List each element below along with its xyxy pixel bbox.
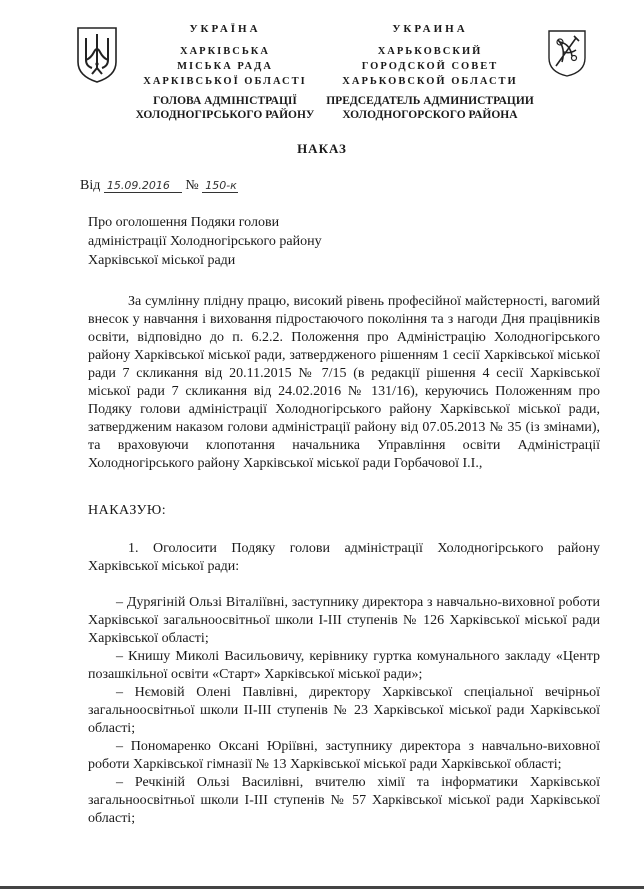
- ukraine-trident-emblem: [74, 24, 120, 84]
- right-issuer-title: ПРЕДСЕДАТЕЛЬ АДМИНИСТРАЦИИ ХОЛОДНОГОРСКОГО РАЙОНА: [326, 95, 534, 121]
- list-item: – Дурягіній Ользі Віталіївні, заступнику директора з навчально-виховної роботи Харківської загальноосвітньої школи І-ІІІ ступенів № 126 Харківської міської ради Харківської області;: [88, 595, 600, 646]
- right-council-name: ХАРЬКОВСКИЙ ГОРОДСКОЙ СОВЕТ ХАРЬКОВСКОЙ ОБЛАСТИ: [342, 46, 518, 87]
- orders-heading: НАКАЗУЮ:: [88, 503, 167, 518]
- kharkiv-coat-of-arms-emblem: [546, 28, 588, 78]
- left-country-name: УКРАЇНА: [189, 23, 261, 35]
- order-number: 150-к: [202, 179, 238, 193]
- order-item-1: 1. Оголосити Подяку голови адміністрації Холодногірського району Харківської міської ради:: [88, 541, 600, 574]
- order-date-number-line: [80, 178, 238, 194]
- order-subject: Про оголошення Подяки голови адміністрації Холодногірського району Харківської міської ради: [88, 215, 322, 268]
- page-bottom-edge: [0, 886, 644, 889]
- left-council-name: ХАРКІВСЬКА МІСЬКА РАДА ХАРКІВСЬКОЇ ОБЛАСТІ: [143, 46, 307, 87]
- recipients-list: [88, 594, 600, 828]
- document-title: НАКАЗ: [297, 141, 347, 156]
- order-date: 15.09.2016: [104, 179, 182, 193]
- date-prefix: Від: [80, 178, 101, 193]
- list-item: – Книшу Миколі Васильовичу, керівнику гуртка комунального закладу «Центр позашкільної освіти «Старт» Харківської міської ради»;: [88, 649, 600, 682]
- list-item: – Пономаренко Оксані Юріївні, заступнику директора з навчально-виховної роботи Харківської гімназії № 13 Харківської міської ради Харківської області;: [88, 739, 600, 772]
- right-country-name: УКРАИНА: [392, 23, 468, 35]
- list-item: – Речкіній Ользі Василівні, вчителю хімії та інформатики Харківської загальноосвітньої школи І-ІІІ ступенів № 57 Харківської міської ради Харківської області;: [88, 775, 600, 826]
- number-prefix: №: [185, 178, 199, 193]
- left-issuer-title: ГОЛОВА АДМІНІСТРАЦІЇ ХОЛОДНОГІРСЬКОГО РАЙОНУ: [135, 95, 315, 121]
- preamble-paragraph: За сумлінну плідну працю, високий рівень професійної майстерності, вагомий внесок у навчання і виховання підростаючого покоління та з нагоди Дня працівників освіти, відповідно до п. 6.2.2. Положення про Адміністрацію Холодногірського району Харківської міської ради, затвердженого рішенням 1 сесії Харківської міської ради 7 скликання від 20.11.2015 № 7/15 (в редакції рішення 4 сесії Харківської міської ради 7 скликання від 24.02.2016 № 131/16), керуючись Положенням про Подяку голови адміністрації Холодногірського району Харківської міської ради, затвердженим наказом голови адміністрації району від 07.05.2013 № 35 (із змінами), та враховуючи клопотання начальника Управління освіти Адміністрації Холодногірського району Харківської міської ради Горбачової І.І.,: [88, 294, 600, 471]
- list-item: – Нємовій Олені Павлівні, директору Харківської спеціальної вечірньої загальноосвітньої школи ІІ-ІІІ ступенів № 23 Харківської міської ради Харківської області;: [88, 685, 600, 736]
